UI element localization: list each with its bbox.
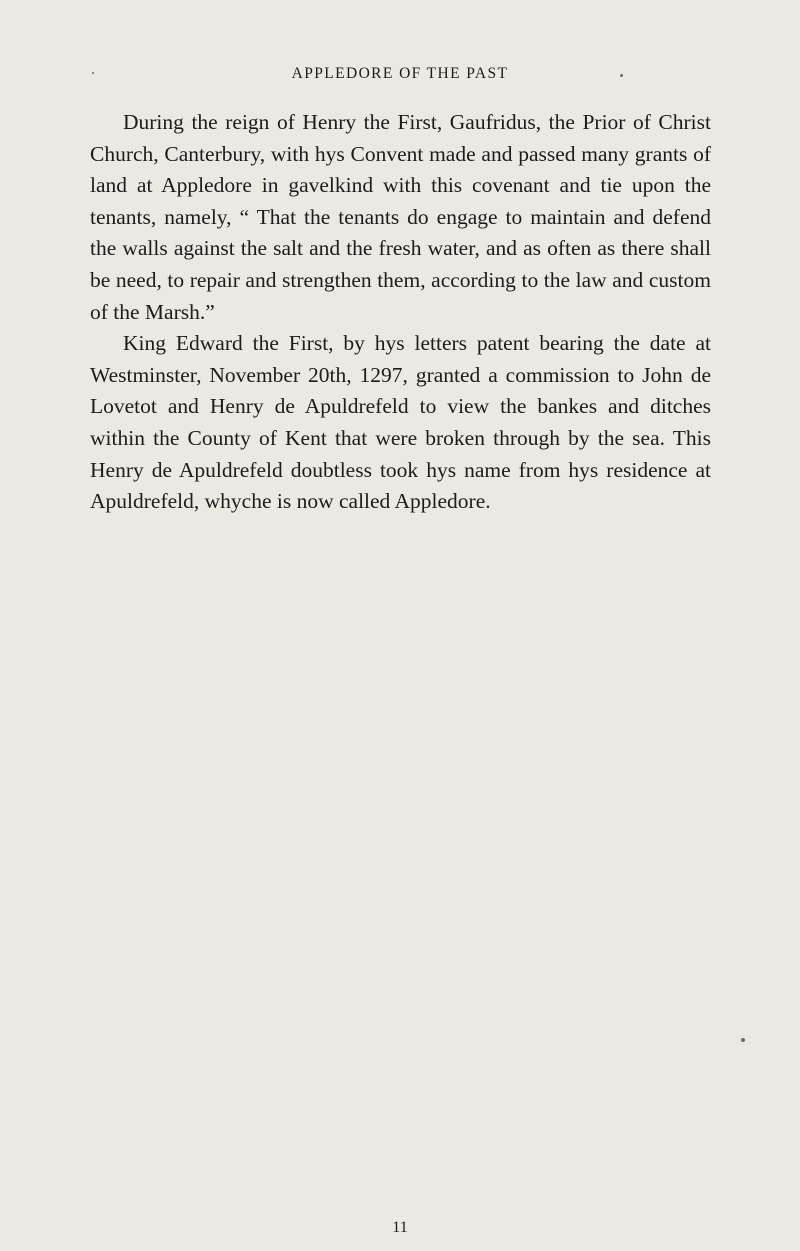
paragraph-2: King Edward the First, by hys letters patent bearing the date at Westminster, November 20th, 1297, granted a commission to John de Lovetot and Henry de Apuldrefeld to view the bankes and ditches within the County of Kent that were broken through by the sea. This Henry de Apuldrefeld doubtless took hys name from hys residence at Apuldrefeld, whyche is now called Appledore. bbox=[90, 331, 711, 514]
body-text bbox=[90, 107, 711, 518]
ink-speck bbox=[741, 1038, 745, 1042]
ink-speck bbox=[620, 74, 623, 77]
running-head: APPLEDORE OF THE PAST bbox=[291, 65, 509, 82]
page-number: 11 bbox=[392, 1219, 408, 1236]
ink-speck bbox=[92, 72, 94, 74]
paragraph-1: During the reign of Henry the First, Gaufridus, the Prior of Christ Church, Canterbury, with hys Convent made and passed many grants of land at Appledore in gavelkind with this covenant and tie upon the tenants, namely, “ That the tenants do engage to maintain and defend the walls against the salt and the fresh water, and as often as there shall be need, to repair and strengthen them, according to the law and custom of the Marsh.” bbox=[90, 110, 711, 324]
